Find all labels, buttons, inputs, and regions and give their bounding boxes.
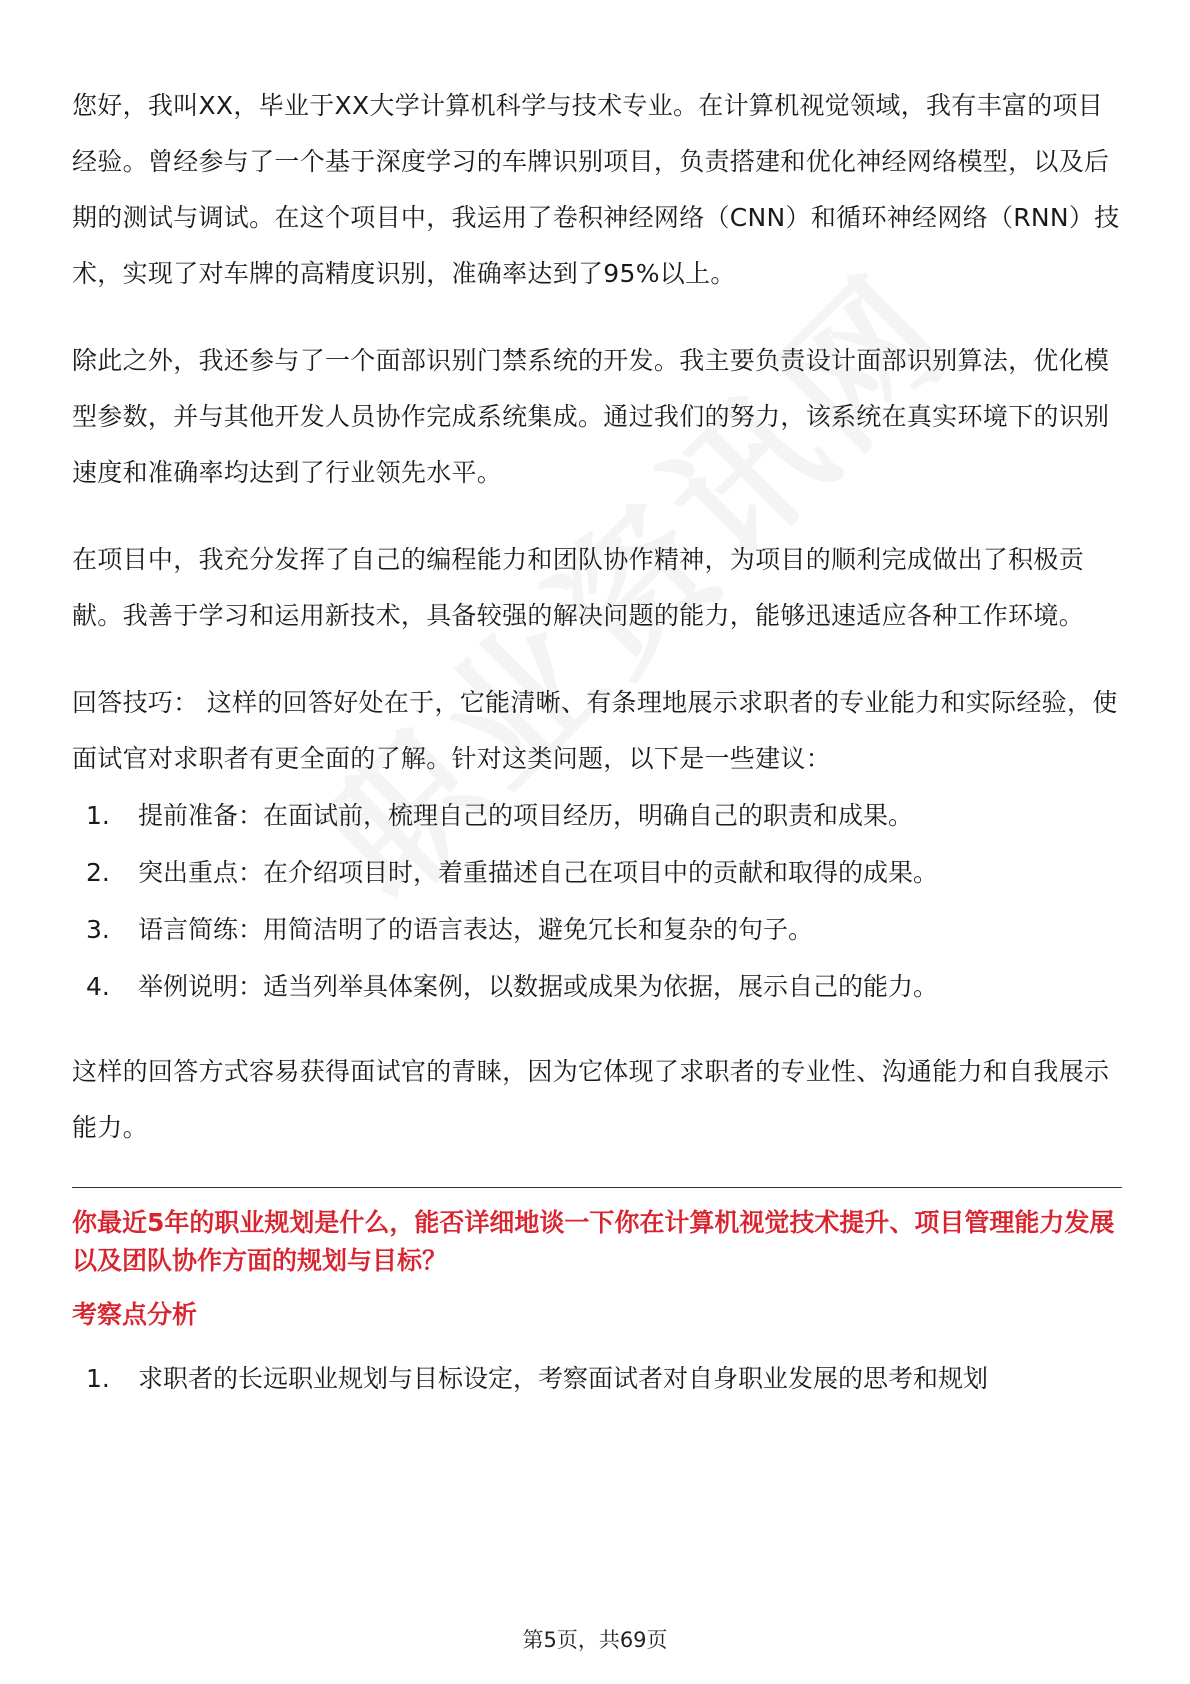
list-number: 4. xyxy=(86,972,110,1001)
list-text: 突出重点：在介绍项目时，着重描述自己在项目中的贡献和取得的成果。 xyxy=(138,858,939,887)
list-number: 1. xyxy=(86,1364,110,1393)
list-number: 3. xyxy=(86,915,110,944)
page-footer: 第5页，共69页 xyxy=(522,1628,668,1652)
question-heading: 你最近5年的职业规划是什么，能否详细地谈一下你在计算机视觉技术提升、项目管理能力发展以及团队协作方面的规划与目标？ xyxy=(72,1208,1115,1275)
answer-paragraph-1: 您好，我叫XX，毕业于XX大学计算机科学与技术专业。在计算机视觉领域，我有丰富的项目经验。曾经参与了一个基于深度学习的车牌识别项目，负责搭建和优化神经网络模型，以及后期的测试与调试。在这个项目中，我运用了卷积神经网络（CNN）和循环神经网络（RNN）技术，实现了对车牌的高精度识别，准确率达到了95%以上。 xyxy=(72,91,1120,288)
list-number: 2. xyxy=(86,858,110,887)
answer-paragraph-2: 除此之外，我还参与了一个面部识别门禁系统的开发。我主要负责设计面部识别算法，优化模型参数，并与其他开发人员协作完成系统集成。通过我们的努力，该系统在真实环境下的识别速度和准确率均达到了行业领先水平。 xyxy=(72,346,1110,487)
tips-list xyxy=(72,797,1122,1006)
list-item xyxy=(72,797,1122,835)
list-item xyxy=(72,1360,1122,1398)
list-number: 1. xyxy=(86,801,110,830)
list-text: 举例说明：适当列举具体案例，以数据或成果为依据，展示自己的能力。 xyxy=(138,972,939,1001)
list-text: 提前准备：在面试前，梳理自己的项目经历，明确自己的职责和成果。 xyxy=(138,801,914,830)
answer-paragraph-3: 在项目中，我充分发挥了自己的编程能力和团队协作精神，为项目的顺利完成做出了积极贡献。我善于学习和运用新技术，具备较强的解决问题的能力，能够迅速适应各种工作环境。 xyxy=(72,545,1085,630)
list-item xyxy=(72,911,1122,949)
section-divider xyxy=(72,1187,1122,1188)
analysis-list xyxy=(72,1360,1122,1398)
list-item xyxy=(72,854,1122,892)
list-item xyxy=(72,968,1122,1006)
closing-paragraph: 这样的回答方式容易获得面试官的青睐，因为它体现了求职者的专业性、沟通能力和自我展示能力。 xyxy=(72,1057,1110,1142)
page-content xyxy=(72,78,1122,1436)
list-text: 求职者的长远职业规划与目标设定，考察面试者对自身职业发展的思考和规划 xyxy=(138,1364,989,1393)
answer-tips-intro: 回答技巧： 这样的回答好处在于，它能清晰、有条理地展示求职者的专业能力和实际经验，使面试官对求职者有更全面的了解。针对这类问题，以下是一些建议： xyxy=(72,688,1118,773)
list-text: 语言简练：用简洁明了的语言表达，避免冗长和复杂的句子。 xyxy=(138,915,814,944)
analysis-heading: 考察点分析 xyxy=(72,1300,198,1329)
